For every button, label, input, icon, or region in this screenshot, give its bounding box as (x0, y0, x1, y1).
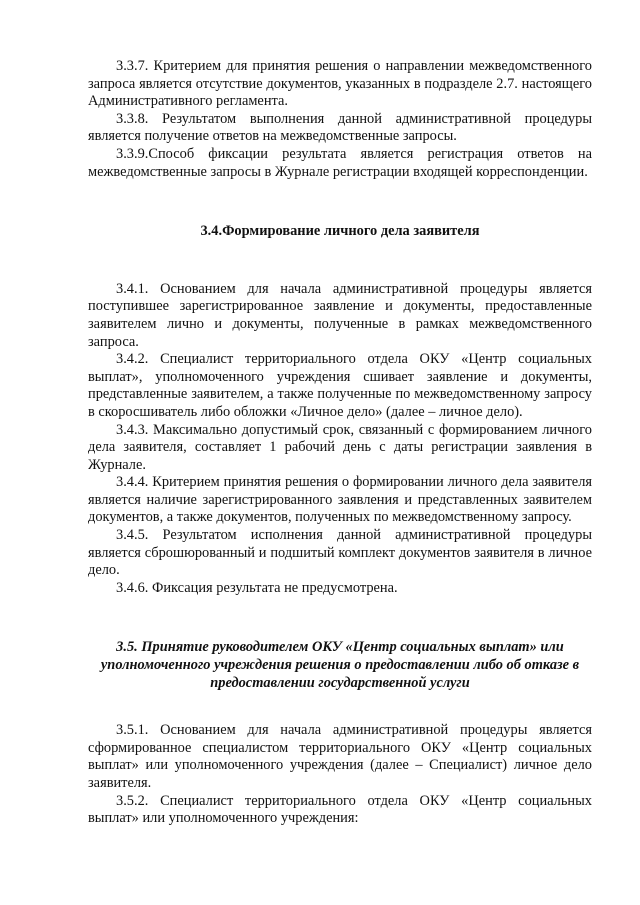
paragraph-3-4-5: 3.4.5. Результатом исполнения данной административной процедуры является сброшюрованный и подшитый комплект документов заявителя в личное дело. (88, 527, 592, 579)
paragraph-3-4-3: 3.4.3. Максимально допустимый срок, связанный с формированием личного дела заявителя, составляет 1 рабочий день с даты регистрации заявления в Журнале. (88, 421, 592, 473)
paragraph-3-3-9: 3.3.9.Способ фиксации результата является регистрация ответов на межведомственные запросы в Журнале регистрации входящей корреспонденции. (88, 145, 592, 180)
paragraph-3-4-4: 3.4.4. Критерием принятия решения о формировании личного дела заявителя является наличие зарегистрированного заявления и представленных заявителем документов, а также документов, полученных по межведомственному запросу. (88, 474, 592, 526)
paragraph-3-3-7: 3.3.7. Критерием для принятия решения о направлении межведомственного запроса является отсутствие документов, указанных в подразделе 2.7. настоящего Административного регламента. (88, 58, 592, 110)
paragraph-3-3-8: 3.3.8. Результатом выполнения данной административной процедуры является получение ответов на межведомственные запросы. (88, 110, 592, 145)
paragraph-3-4-6: 3.4.6. Фиксация результата не предусмотрена. (116, 579, 398, 596)
paragraph-3-5-2: 3.5.2. Специалист территориального отдела ОКУ «Центр социальных выплат» или уполномоченного учреждения: (88, 792, 592, 827)
paragraph-3-4-1: 3.4.1. Основанием для начала административной процедуры является поступившее зарегистрированное заявление и документы, предоставленные заявителем лично и документы, полученные в рамках межведомственного запроса. (88, 280, 592, 350)
paragraph-3-5-1: 3.5.1. Основанием для начала административной процедуры является сформированное специалистом территориального ОКУ «Центр социальных выплат» или уполномоченного учреждения (далее – Специалист) личное дело заявителя. (88, 722, 592, 791)
section-heading-3-5: 3.5. Принятие руководителем ОКУ «Центр социальных выплат» или уполномоченного учреждения решения о предоставлении либо об отказе в предоставлении государственной услуги (100, 639, 580, 691)
section-heading-3-4: 3.4.Формирование личного дела заявителя (200, 223, 480, 240)
document-page (88, 58, 592, 828)
paragraph-3-4-2: 3.4.2. Специалист территориального отдела ОКУ «Центр социальных выплат», уполномоченного учреждения сшивает заявление и документы, представленные заявителем, а также полученные по межведомственному запросу в скоросшиватель либо обложки «Личное дело» (далее – личное дело). (88, 351, 592, 420)
